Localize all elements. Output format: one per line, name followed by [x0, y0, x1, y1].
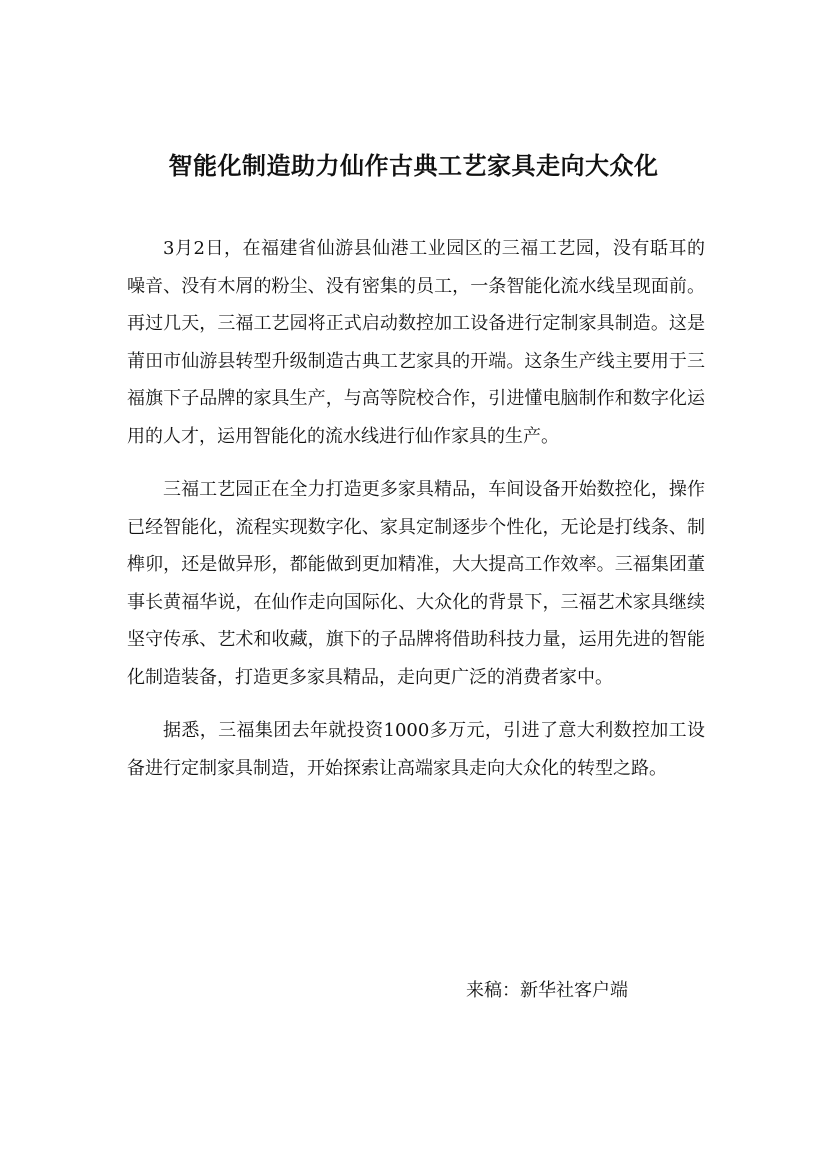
source-attribution: 来稿：新华社客户端 [466, 980, 628, 1001]
paragraph-2: 三福工艺园正在全力打造更多家具精品，车间设备开始数控化，操作已经智能化，流程实现数字化、家具定制逐步个性化，无论是打线条、制榫卯，还是做异形，都能做到更加精准，大大提高工作效率。三福集团董事长黄福华说，在仙作走向国际化、大众化的背景下，三福艺术家具继续坚守传承、艺术和收藏，旗下的子品牌将借助科技力量，运用先进的智能化制造装备，打造更多家具精品，走向更广泛的消费者家中。 [127, 479, 705, 688]
paragraph-1: 3月2日，在福建省仙游县仙港工业园区的三福工艺园，没有聒耳的噪音、没有木屑的粉尘、没有密集的员工，一条智能化流水线呈现面前。再过几天，三福工艺园将正式启动数控加工设备进行定制家具制造。这是莆田市仙游县转型升级制造古典工艺家具的开端。这条生产线主要用于三福旗下子品牌的家具生产，与高等院校合作，引进懂电脑制作和数字化运用的人才，运用智能化的流水线进行仙作家具的生产。 [127, 238, 705, 447]
document-title: 智能化制造助力仙作古典工艺家具走向大众化 [168, 151, 659, 180]
paragraph-3: 据悉，三福集团去年就投资1000多万元，引进了意大利数控加工设备进行定制家具制造，开始探索让高端家具走向大众化的转型之路。 [127, 720, 705, 779]
document-body [127, 230, 705, 787]
